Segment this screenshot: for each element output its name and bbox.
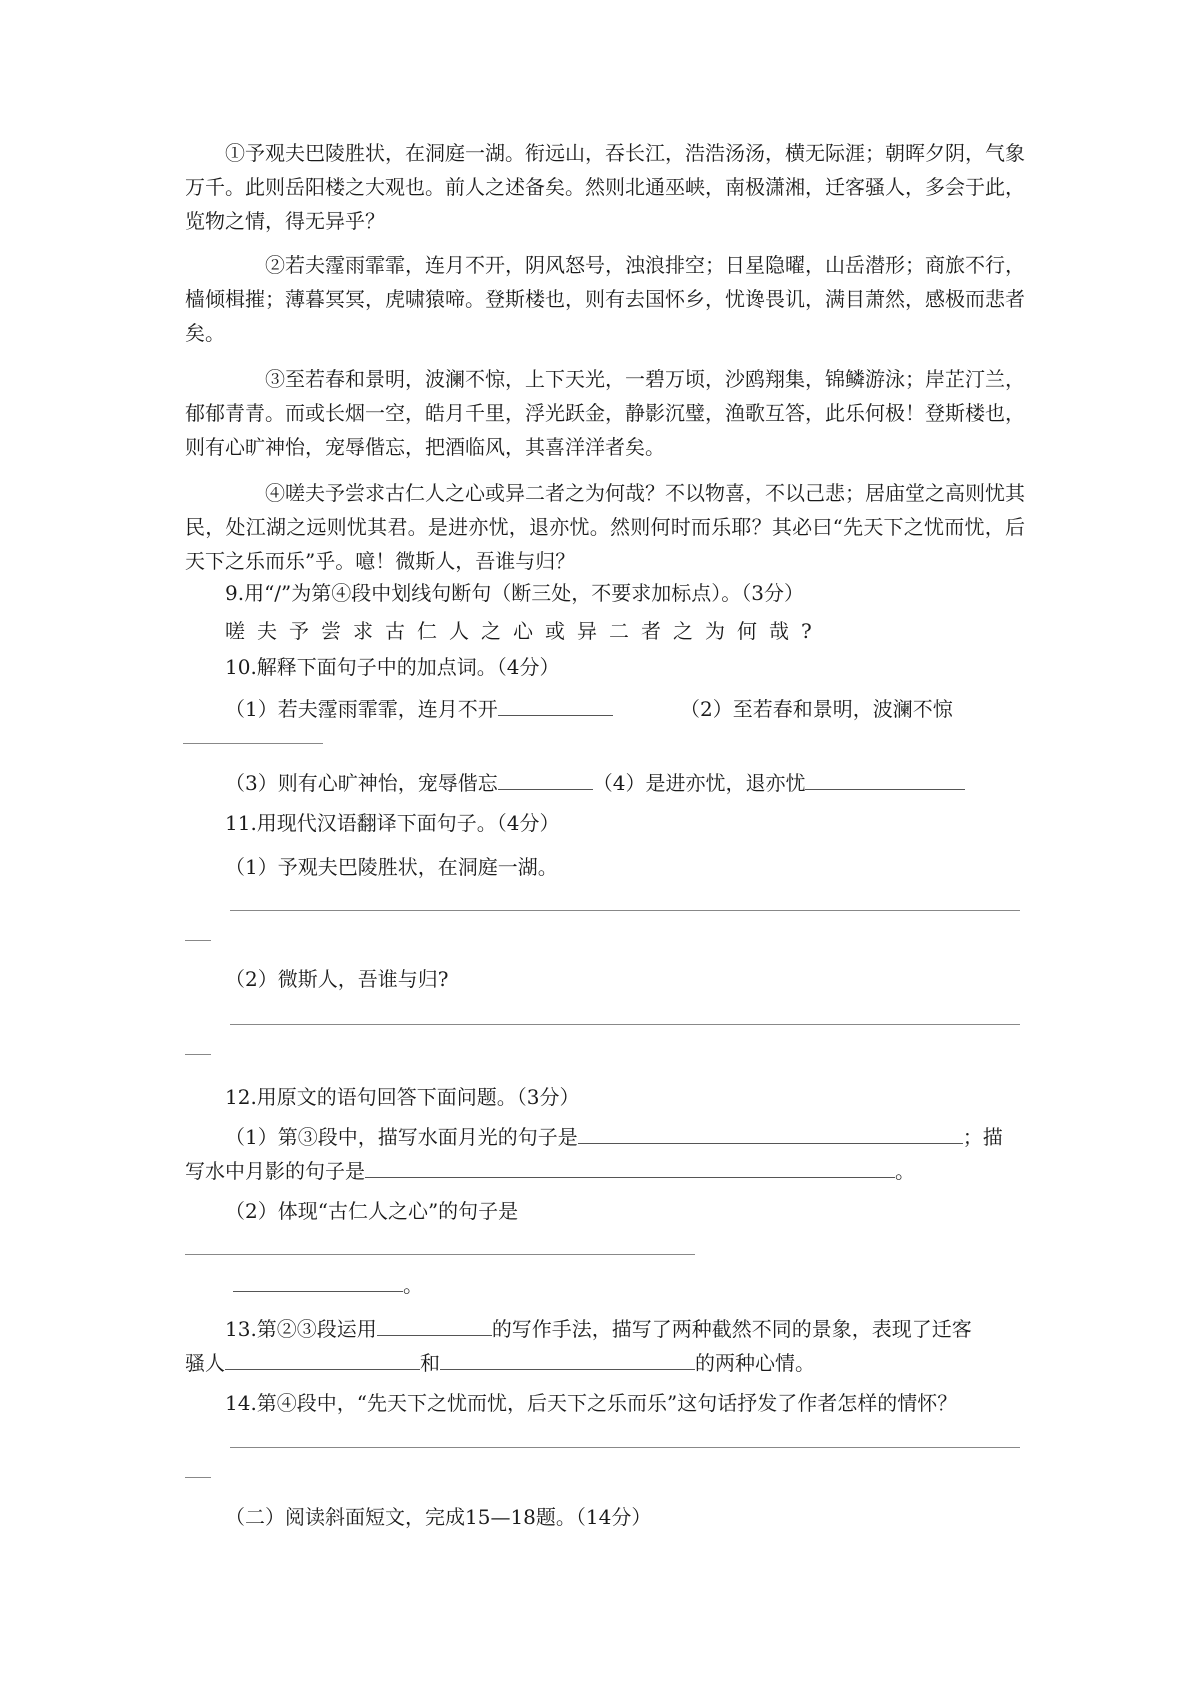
q12-answer-blank-2[interactable]: [365, 1159, 895, 1178]
q10-answer-blank-2[interactable]: [183, 743, 323, 744]
question-13-cont: [185, 1346, 815, 1380]
q13-answer-blank-1[interactable]: [377, 1317, 492, 1336]
question-10-item-1: [225, 692, 613, 726]
q13-answer-blank-3[interactable]: [440, 1351, 695, 1370]
q11-answer-line-2-cont[interactable]: [185, 1054, 211, 1055]
q12-answer-blank-4[interactable]: [233, 1273, 403, 1292]
q12-item-1-text-d: 。: [895, 1159, 915, 1183]
question-10: 10.解释下面句子中的加点词。（4分）: [225, 655, 560, 679]
q12-item-2-end: 。: [403, 1273, 423, 1297]
question-12-item-1-cont: [185, 1154, 915, 1188]
q13-text-d: 和: [420, 1351, 440, 1375]
question-13: [225, 1312, 972, 1346]
question-12-item-2-cont: [233, 1268, 423, 1302]
question-11: 11.用现代汉语翻译下面句子。（4分）: [225, 811, 560, 835]
passage-paragraph-4: ④嗟夫予尝求古仁人之心或异二者之为何哉？不以物喜，不以己悲；居庙堂之高则忧其民，处江湖之远则忧其君。是进亦忧，退亦忧。然则何时而乐耶？其必曰“先天下之忧而忧，后天下之乐而乐”乎。噫！微斯人，吾谁与归？: [185, 481, 1025, 573]
q11-answer-line-2[interactable]: [230, 1024, 1020, 1025]
question-14: 14.第④段中，“先天下之忧而忧，后天下之乐而乐”这句话抒发了作者怎样的情怀？: [225, 1391, 958, 1415]
question-10-item-3-4: [225, 766, 965, 800]
q13-text-a: 13.第②③段运用: [225, 1317, 377, 1341]
q12-item-1-text: （1）第③段中，描写水面月光的句子是: [225, 1125, 578, 1149]
q12-answer-blank-1[interactable]: [578, 1125, 963, 1144]
q12-item-1-text-b: ；描: [962, 1125, 1003, 1149]
passage-paragraph-3: ③至若春和景明，波澜不惊，上下天光，一碧万顷，沙鸥翔集，锦鳞游泳；岸芷汀兰，郁郁青青。而或长烟一空，皓月千里，浮光跃金，静影沉璧，渔歌互答，此乐何极！登斯楼也，则有心旷神怡，宠辱偕忘，把酒临风，其喜洋洋者矣。: [185, 367, 1025, 459]
q14-answer-line-cont[interactable]: [185, 1477, 211, 1478]
q11-answer-line-1[interactable]: [230, 910, 1020, 911]
q10-item-3-text: （3）则有心旷神怡，宠辱偕忘: [225, 771, 498, 795]
passage-paragraph-2: ②若夫霪雨霏霏，连月不开，阴风怒号，浊浪排空；日星隐曜，山岳潜形；商旅不行，樯倾楫摧；薄暮冥冥，虎啸猿啼。登斯楼也，则有去国怀乡，忧谗畏讥，满目萧然，感极而悲者矣。: [185, 253, 1025, 345]
q12-item-1-text-c: 写水中月影的句子是: [185, 1159, 365, 1183]
question-11-item-2: （2）微斯人，吾谁与归?: [225, 967, 449, 991]
q11-answer-line-1-cont[interactable]: [185, 940, 211, 941]
question-11-item-1: （1）予观夫巴陵胜状，在洞庭一湖。: [225, 855, 558, 879]
question-9: 9.用“/”为第④段中划线句断句（断三处，不要求加标点）。（3分）: [225, 581, 804, 605]
passage-paragraph-1: ①予观夫巴陵胜状，在洞庭一湖。衔远山，吞长江，浩浩汤汤，横无际涯；朝晖夕阴，气象万千。此则岳阳楼之大观也。前人之述备矣。然则北通巫峡，南极潇湘，迁客骚人，多会于此，览物之情，得无异乎？: [185, 141, 1025, 233]
q13-text-b: 的写作手法，描写了两种截然不同的景象，表现了迁客: [491, 1317, 972, 1341]
question-12: 12.用原文的语句回答下面问题。（3分）: [225, 1085, 580, 1109]
question-9-sentence: 嗟夫予尝求古仁人之心或异二者之为何哉?: [225, 619, 824, 643]
q13-text-c: 骚人: [185, 1351, 225, 1375]
q14-answer-line[interactable]: [230, 1447, 1020, 1448]
question-12-item-1: [225, 1120, 1003, 1154]
q10-item-4-text: （4）是进亦忧，退亦忧: [592, 771, 806, 795]
q10-answer-blank-1[interactable]: [498, 697, 613, 716]
q13-text-e: 的两种心情。: [695, 1351, 815, 1375]
q10-answer-blank-3[interactable]: [498, 771, 593, 790]
section-2-heading: （二）阅读斜面短文，完成15—18题。（14分）: [225, 1505, 652, 1529]
q13-answer-blank-2[interactable]: [225, 1351, 420, 1370]
q12-answer-line-3[interactable]: [185, 1254, 695, 1255]
question-12-item-2: （2）体现“古仁人之心”的句子是: [225, 1199, 519, 1223]
q10-item-1-text: （1）若夫霪雨霏霏，连月不开: [225, 697, 498, 721]
q10-answer-blank-4[interactable]: [805, 771, 965, 790]
question-10-item-2: （2）至若春和景明，波澜不惊: [680, 697, 953, 721]
